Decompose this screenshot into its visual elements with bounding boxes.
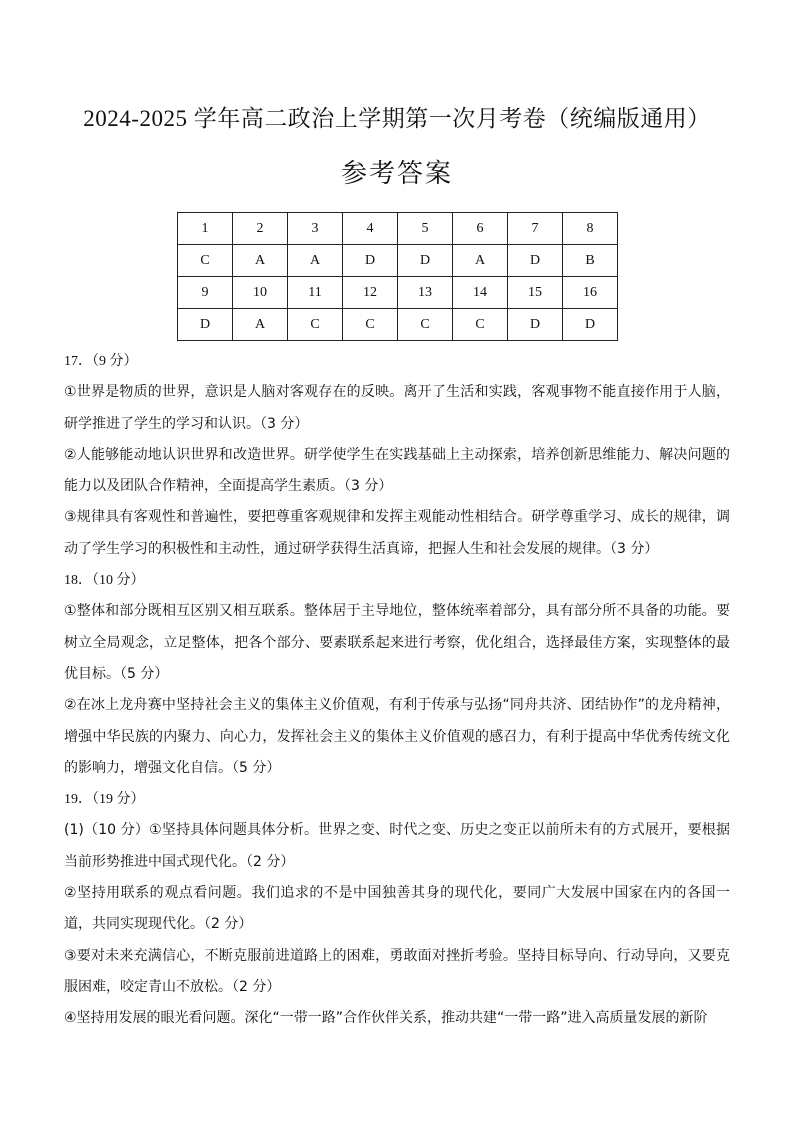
question-19-point-4: ④坚持用发展的眼光看问题。深化“一带一路”合作伙伴关系，推动共建“一带一路”进入高质量发展的新阶	[64, 1010, 708, 1027]
question-18-point-2: ②在冰上龙舟赛中坚持社会主义的集体主义价值观，有利于传承与弘扬“同舟共济、团结协作”的龙舟精神，增强中华民族的内聚力、向心力，发挥社会主义的集体主义价值观的感召力，有利于提高中华优秀传统文化的影响力，增强文化自信。（5 分）	[64, 697, 730, 776]
table-row	[178, 245, 618, 277]
table-cell: 2	[233, 213, 288, 245]
question-19-heading: 19．（19 分）	[64, 792, 145, 808]
question-17-point-3: ③规律具有客观性和普遍性，要把尊重客观规律和发挥主观能动性相结合。研学尊重学习、成长的规律，调动了学生学习的积极性和主动性，通过研学获得生活真谛，把握人生和社会发展的规律。（3 分）	[64, 509, 730, 557]
table-cell: D	[178, 309, 233, 341]
table-cell: C	[178, 245, 233, 277]
table-cell: 4	[343, 213, 398, 245]
table-row	[178, 309, 618, 341]
question-19-point-2: ②坚持用联系的观点看问题。我们追求的不是中国独善其身的现代化，要同广大发展中国家在内的各国一道，共同实现现代化。（2 分）	[64, 885, 730, 933]
table-cell: B	[563, 245, 618, 277]
table-cell: C	[288, 309, 343, 341]
question-17-point-2: ②人能够能动地认识世界和改造世界。研学使学生在实践基础上主动探索，培养创新思维能力、解决问题的能力以及团队合作精神，全面提高学生素质。（3 分）	[64, 446, 730, 495]
question-18-point-1: ①整体和部分既相互区别又相互联系。整体居于主导地位，整体统率着部分，具有部分所不具备的功能。要树立全局观念，立足整体，把各个部分、要素联系起来进行考察，优化组合，选择最佳方案，实现整体的最优目标。（5 分）	[64, 603, 730, 682]
table-cell: 7	[508, 213, 563, 245]
table-cell: 15	[508, 277, 563, 309]
table-cell: D	[343, 245, 398, 277]
table-cell: 10	[233, 277, 288, 309]
table-cell: 9	[178, 277, 233, 309]
table-cell: 13	[398, 277, 453, 309]
table-cell: 11	[288, 277, 343, 309]
table-cell: 5	[398, 213, 453, 245]
table-cell: C	[453, 309, 508, 341]
table-cell: A	[233, 309, 288, 341]
table-cell: A	[288, 245, 343, 277]
question-19-point-3: ③要对未来充满信心，不断克服前进道路上的困难，勇敢面对挫折考验。坚持目标导向、行动导向，又要克服困难，咬定青山不放松。（2 分）	[64, 947, 730, 995]
table-row	[178, 213, 618, 245]
table-cell: 3	[288, 213, 343, 245]
table-cell: D	[508, 245, 563, 277]
table-cell: A	[453, 245, 508, 277]
question-17-point-1: ①世界是物质的世界，意识是人脑对客观存在的反映。离开了生活和实践，客观事物不能直接作用于人脑，研学推进了学生的学习和认识。（3 分）	[64, 384, 730, 432]
table-cell: 8	[563, 213, 618, 245]
answers-body	[64, 346, 730, 1035]
table-cell: D	[508, 309, 563, 341]
table-cell: 14	[453, 277, 508, 309]
table-cell: C	[398, 309, 453, 341]
table-row	[178, 277, 618, 309]
table-cell: 6	[453, 213, 508, 245]
table-cell: 12	[343, 277, 398, 309]
page-subtitle: 参考答案	[340, 159, 453, 189]
answer-table	[177, 212, 618, 341]
question-17-heading: 17．（9 分）	[64, 354, 138, 369]
table-cell: 1	[178, 213, 233, 245]
table-cell: D	[563, 309, 618, 341]
page-title: 2024-2025 学年高二政治上学期第一次月考卷（统编版通用）	[83, 106, 711, 131]
question-18-heading: 18．（10 分）	[64, 573, 145, 589]
table-cell: C	[343, 309, 398, 341]
question-19-point-1: (1)（10 分）①坚持具体问题具体分析。世界之变、时代之变、历史之变正以前所未有的方式展开，要根据当前形势推进中国式现代化。（2 分）	[64, 822, 730, 870]
table-cell: 16	[563, 277, 618, 309]
table-cell: D	[398, 245, 453, 277]
table-cell: A	[233, 245, 288, 277]
